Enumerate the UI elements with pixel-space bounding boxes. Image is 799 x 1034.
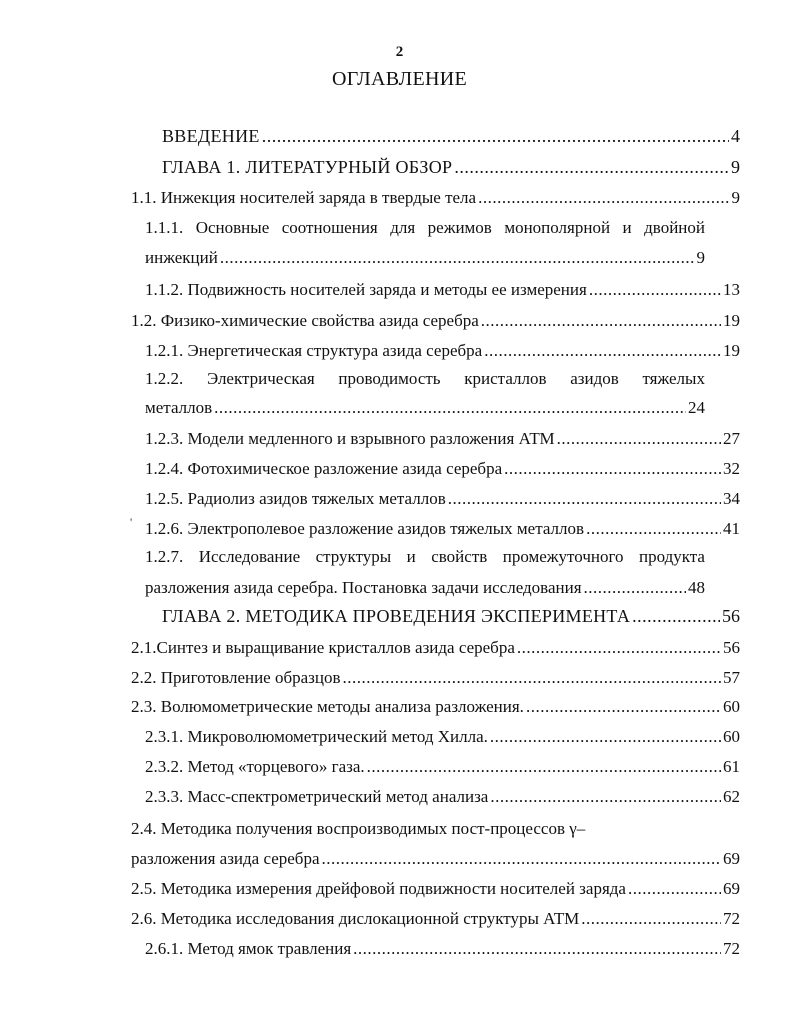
dot-leader: [526, 697, 721, 717]
toc-entry-word: двойной: [644, 218, 705, 237]
dot-leader: [454, 157, 729, 178]
toc-entry[interactable]: [145, 939, 740, 967]
toc-entry[interactable]: [145, 398, 705, 426]
toc-entry-page: 62: [723, 787, 740, 806]
toc-entry-word: и: [622, 218, 632, 237]
dot-leader: [484, 341, 721, 361]
dot-leader: [628, 879, 721, 899]
dot-leader: [490, 727, 721, 747]
toc-entry[interactable]: [131, 909, 740, 937]
toc-entry-page: 60: [723, 697, 740, 716]
toc-entry-word: продукта: [638, 547, 705, 566]
toc-entry-label: ГЛАВА 2. МЕТОДИКА ПРОВЕДЕНИЯ ЭКСПЕРИМЕНТА: [162, 606, 631, 626]
toc-entry-label: 2.2. Приготовление образцов: [131, 668, 341, 687]
dot-leader: [584, 578, 686, 598]
toc-entry-page: 48: [688, 578, 705, 597]
toc-entry-word: монополярной: [504, 218, 611, 237]
toc-entry-page: 4: [731, 126, 740, 146]
toc-entry[interactable]: [145, 787, 740, 815]
toc-entry-page: 56: [722, 606, 740, 626]
toc-entry-page: 32: [723, 459, 740, 478]
toc-entry-word: 1.2.7.: [145, 547, 184, 566]
toc-entry[interactable]: [145, 248, 705, 276]
toc-entry-word: азидов: [570, 369, 619, 388]
toc-entry[interactable]: [131, 849, 740, 877]
toc-entry-word: и: [406, 547, 416, 566]
toc-entry-label: 2.3.3. Масс-спектрометрический метод анализа: [145, 787, 489, 806]
toc-entry-page: 56: [723, 638, 740, 657]
toc-entry-label: 1.2. Физико-химические свойства азида серебра: [131, 311, 479, 330]
toc-entry[interactable]: [162, 126, 740, 154]
toc-entry-label: 2.3. Волюмометрические методы анализа разложения.: [131, 697, 524, 716]
dot-leader: [557, 429, 721, 449]
toc-entry-label: 1.2.6. Электрополевое разложение азидов тяжелых металлов: [145, 519, 585, 538]
toc-entry-word: 1.1.1.: [145, 218, 184, 237]
toc-entry-first-line: [145, 218, 705, 246]
toc-entry[interactable]: [145, 489, 740, 517]
toc-entry-label: 2.1.Синтез и выращивание кристаллов азида серебра: [131, 638, 515, 657]
toc-entry-page: 9: [731, 188, 740, 207]
toc-entry-label: металлов: [145, 398, 213, 417]
dot-leader: [214, 398, 686, 418]
toc-entry-word: кристаллов: [464, 369, 547, 388]
toc-entry[interactable]: [131, 188, 740, 216]
dot-leader: [586, 519, 721, 539]
toc-entry[interactable]: [145, 429, 740, 457]
toc-entry-word: промежуточного: [502, 547, 624, 566]
toc-entry[interactable]: [162, 157, 740, 185]
toc-entry[interactable]: [145, 727, 740, 755]
toc-entry-first-line: [131, 819, 585, 847]
toc-entry-word: соотношения: [281, 218, 378, 237]
toc-entry-page: 24: [688, 398, 705, 417]
toc-entry-page: 41: [723, 519, 740, 538]
toc-entry-label: 2.5. Методика измерения дрейфовой подвижности носителей заряда: [131, 879, 626, 898]
toc-entry[interactable]: [131, 638, 740, 666]
toc-entry-label: 1.1. Инжекция носителей заряда в твердые тела: [131, 188, 477, 207]
toc-entry-page: 60: [723, 727, 740, 746]
dot-leader: [481, 311, 721, 331]
toc-entry-page: 34: [723, 489, 740, 508]
toc-entry-label: разложения азида серебра. Постановка задачи исследования: [145, 578, 582, 597]
toc-entry-page: 69: [723, 849, 740, 868]
toc-entry-label: разложения азида серебра: [131, 849, 320, 868]
toc-entry-page: 72: [723, 939, 740, 958]
toc-entry-page: 13: [723, 280, 740, 299]
toc-entry-word: для: [390, 218, 416, 237]
toc-entry[interactable]: [145, 341, 740, 369]
toc-entry-word: свойств: [431, 547, 488, 566]
toc-entry-label: ВВЕДЕНИЕ: [162, 126, 260, 146]
toc-entry-first-line: [145, 369, 705, 397]
dot-leader: [504, 459, 721, 479]
toc-entry[interactable]: [131, 668, 740, 696]
dot-leader: [517, 638, 721, 658]
toc-entry-word: режимов: [427, 218, 492, 237]
toc-entry-label: ГЛАВА 1. ЛИТЕРАТУРНЫЙ ОБЗОР: [162, 157, 453, 177]
toc-entry-label: 2.3.2. Метод «торцевого» газа.: [145, 757, 365, 776]
dot-leader: [367, 757, 721, 777]
dot-leader: [632, 606, 720, 627]
toc-entry-page: 69: [723, 879, 740, 898]
page-title: ОГЛАВЛЕНИЕ: [332, 68, 467, 90]
toc-entry-page: 9: [731, 157, 740, 177]
dot-leader: [220, 248, 695, 268]
toc-entry-label: 1.1.2. Подвижность носителей заряда и методы ее измерения: [145, 280, 587, 299]
dot-leader: [589, 280, 721, 300]
stray-mark: ': [130, 515, 133, 529]
toc-entry-label: 1.2.1. Энергетическая структура азида серебра: [145, 341, 483, 360]
dot-leader: [490, 787, 721, 807]
toc-entry-page: 57: [723, 668, 740, 687]
toc-entry[interactable]: [162, 606, 740, 634]
toc-entry-word: Основные: [195, 218, 270, 237]
toc-entry-label: 2.3.1. Микроволюмометрический метод Хилла.: [145, 727, 488, 746]
toc-entry-first-line: [145, 547, 705, 575]
dot-leader: [478, 188, 729, 208]
toc-entry[interactable]: [131, 697, 740, 725]
toc-entry[interactable]: [145, 459, 740, 487]
toc-entry-word: проводимость: [338, 369, 441, 388]
dot-leader: [353, 939, 721, 959]
toc-entry-word: Электрическая: [206, 369, 315, 388]
toc-entry-label: 2.6. Методика исследования дислокационной структуры АТМ: [131, 909, 580, 928]
dot-leader: [343, 668, 721, 688]
dot-leader: [581, 909, 721, 929]
dot-leader: [322, 849, 722, 869]
toc-entry[interactable]: [145, 280, 740, 308]
toc-entry[interactable]: [145, 578, 705, 606]
toc-entry-page: 19: [723, 311, 740, 330]
dot-leader: [448, 489, 721, 509]
toc-entry-text: 2.4. Методика получения воспроизводимых пост-процессов γ–: [131, 819, 586, 838]
toc-entry-word: структуры: [315, 547, 392, 566]
toc-entry-word: тяжелых: [642, 369, 705, 388]
toc-entry[interactable]: [145, 757, 740, 785]
toc-entry[interactable]: [145, 519, 740, 547]
toc-entry-label: 1.2.3. Модели медленного и взрывного разложения АТМ: [145, 429, 555, 448]
toc-entry-label: 1.2.5. Радиолиз азидов тяжелых металлов: [145, 489, 446, 508]
toc-entry-label: 1.2.4. Фотохимическое разложение азида серебра: [145, 459, 503, 478]
toc-entry-page: 72: [723, 909, 740, 928]
toc-entry[interactable]: [131, 879, 740, 907]
dot-leader: [262, 126, 729, 147]
toc-entry-label: 2.6.1. Метод ямок травления: [145, 939, 352, 958]
toc-entry-word: Исследование: [198, 547, 301, 566]
toc-entry-label: инжекций: [145, 248, 218, 267]
page-number: 2: [395, 44, 404, 60]
toc-entry-word: 1.2.2.: [145, 369, 184, 388]
toc-entry-page: 9: [696, 248, 705, 267]
toc-entry[interactable]: [131, 311, 740, 339]
toc-entry-page: 61: [723, 757, 740, 776]
toc-entry-page: 27: [723, 429, 740, 448]
toc-entry-page: 19: [723, 341, 740, 360]
